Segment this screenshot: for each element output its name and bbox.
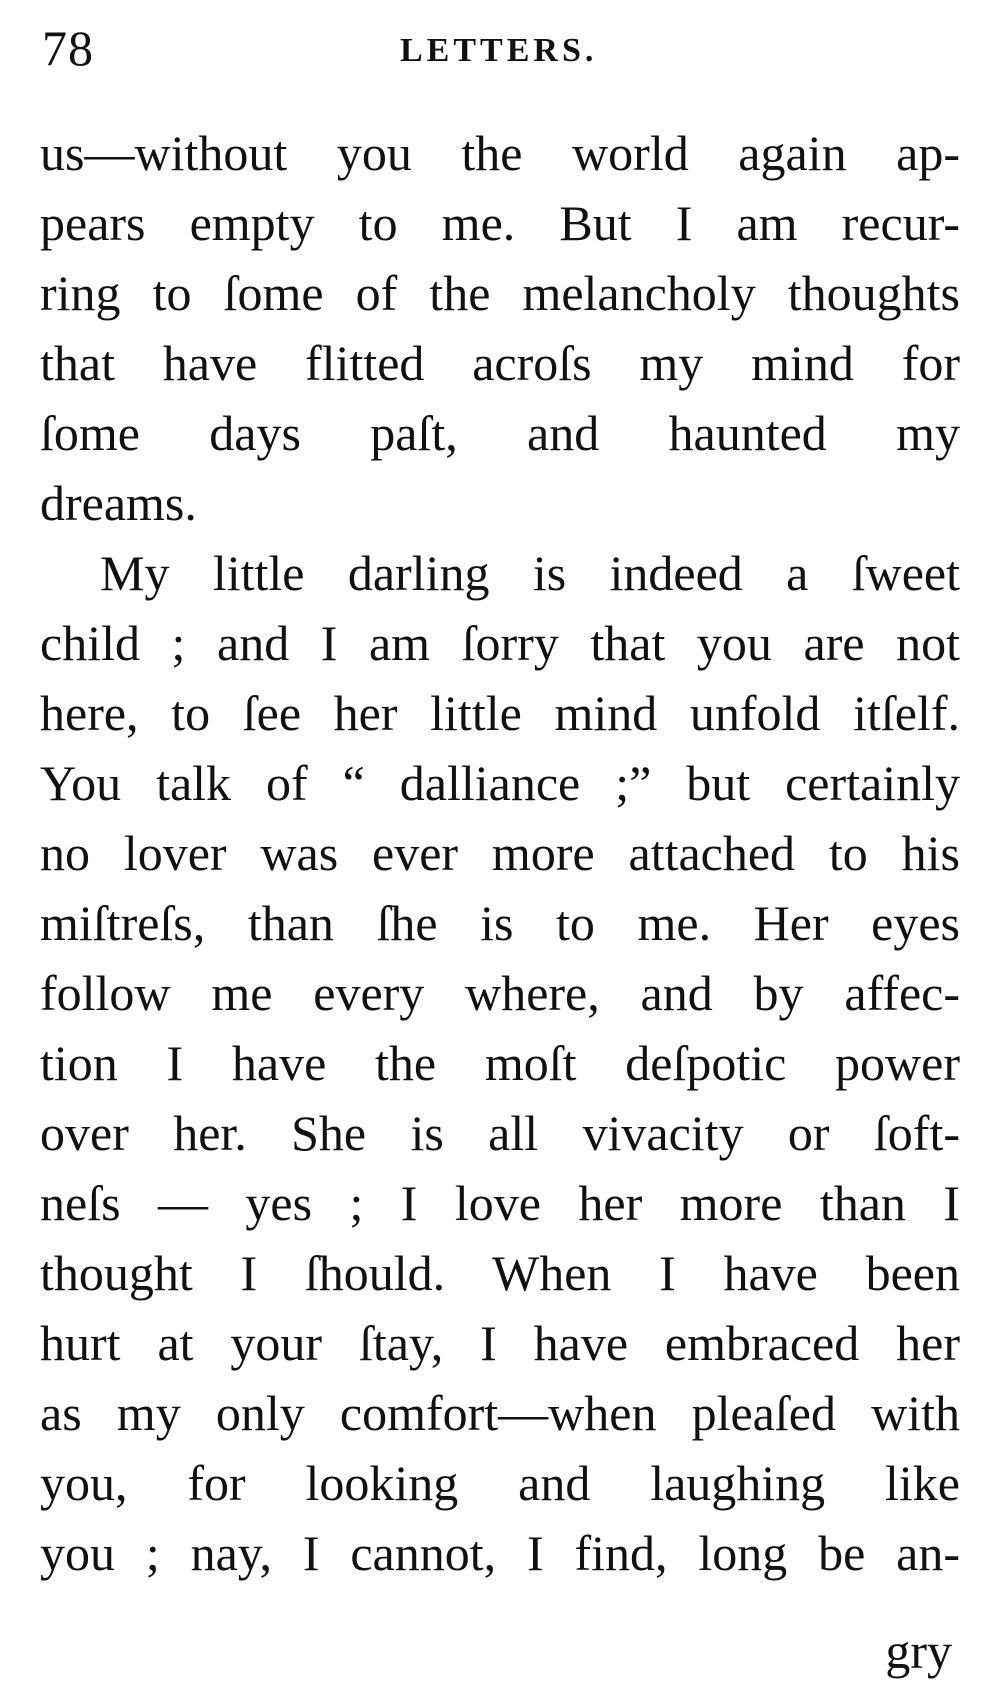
- text-line: thought I ſhould. When I have been: [40, 1245, 960, 1301]
- text-line: miſtreſs, than ſhe is to me. Her eyes: [40, 895, 960, 951]
- text-line: no lover was ever more attached to his: [40, 825, 960, 881]
- text-line: that have flitted acroſs my mind for: [40, 335, 960, 391]
- text-line: pears empty to me. But I am recur-: [40, 195, 960, 251]
- text-line: as my only comfort—when pleaſed with: [40, 1385, 960, 1441]
- text-line: follow me every where, and by affec-: [40, 965, 960, 1021]
- text-line: you, for looking and laughing like: [40, 1455, 960, 1511]
- text-line: you ; nay, I cannot, I find, long be an-: [40, 1525, 960, 1581]
- text-line: hurt at your ſtay, I have embraced her: [40, 1315, 960, 1371]
- text-line: over her. She is all vivacity or ſoft-: [40, 1105, 960, 1161]
- text-line: dreams.: [40, 475, 197, 531]
- catchword: gry: [885, 1623, 952, 1679]
- text-line: My little darling is indeed a ſweet: [100, 545, 960, 601]
- text-line: us—without you the world again ap-: [40, 125, 960, 181]
- text-line: tion I have the moſt deſpotic power: [40, 1035, 960, 1091]
- letter-body-text: [40, 118, 960, 1588]
- text-line: here, to ſee her little mind unfold itſelf.: [40, 685, 960, 741]
- text-line: ring to ſome of the melancholy thoughts: [40, 265, 960, 321]
- text-line: ſome days paſt, and haunted my: [40, 405, 960, 461]
- text-line: child ; and I am ſorry that you are not: [40, 615, 960, 671]
- text-line: You talk of “ dalliance ;” but certainly: [40, 755, 960, 811]
- page-number: 78: [42, 20, 94, 76]
- running-title: LETTERS.: [400, 32, 598, 69]
- text-line: neſs — yes ; I love her more than I: [40, 1175, 960, 1231]
